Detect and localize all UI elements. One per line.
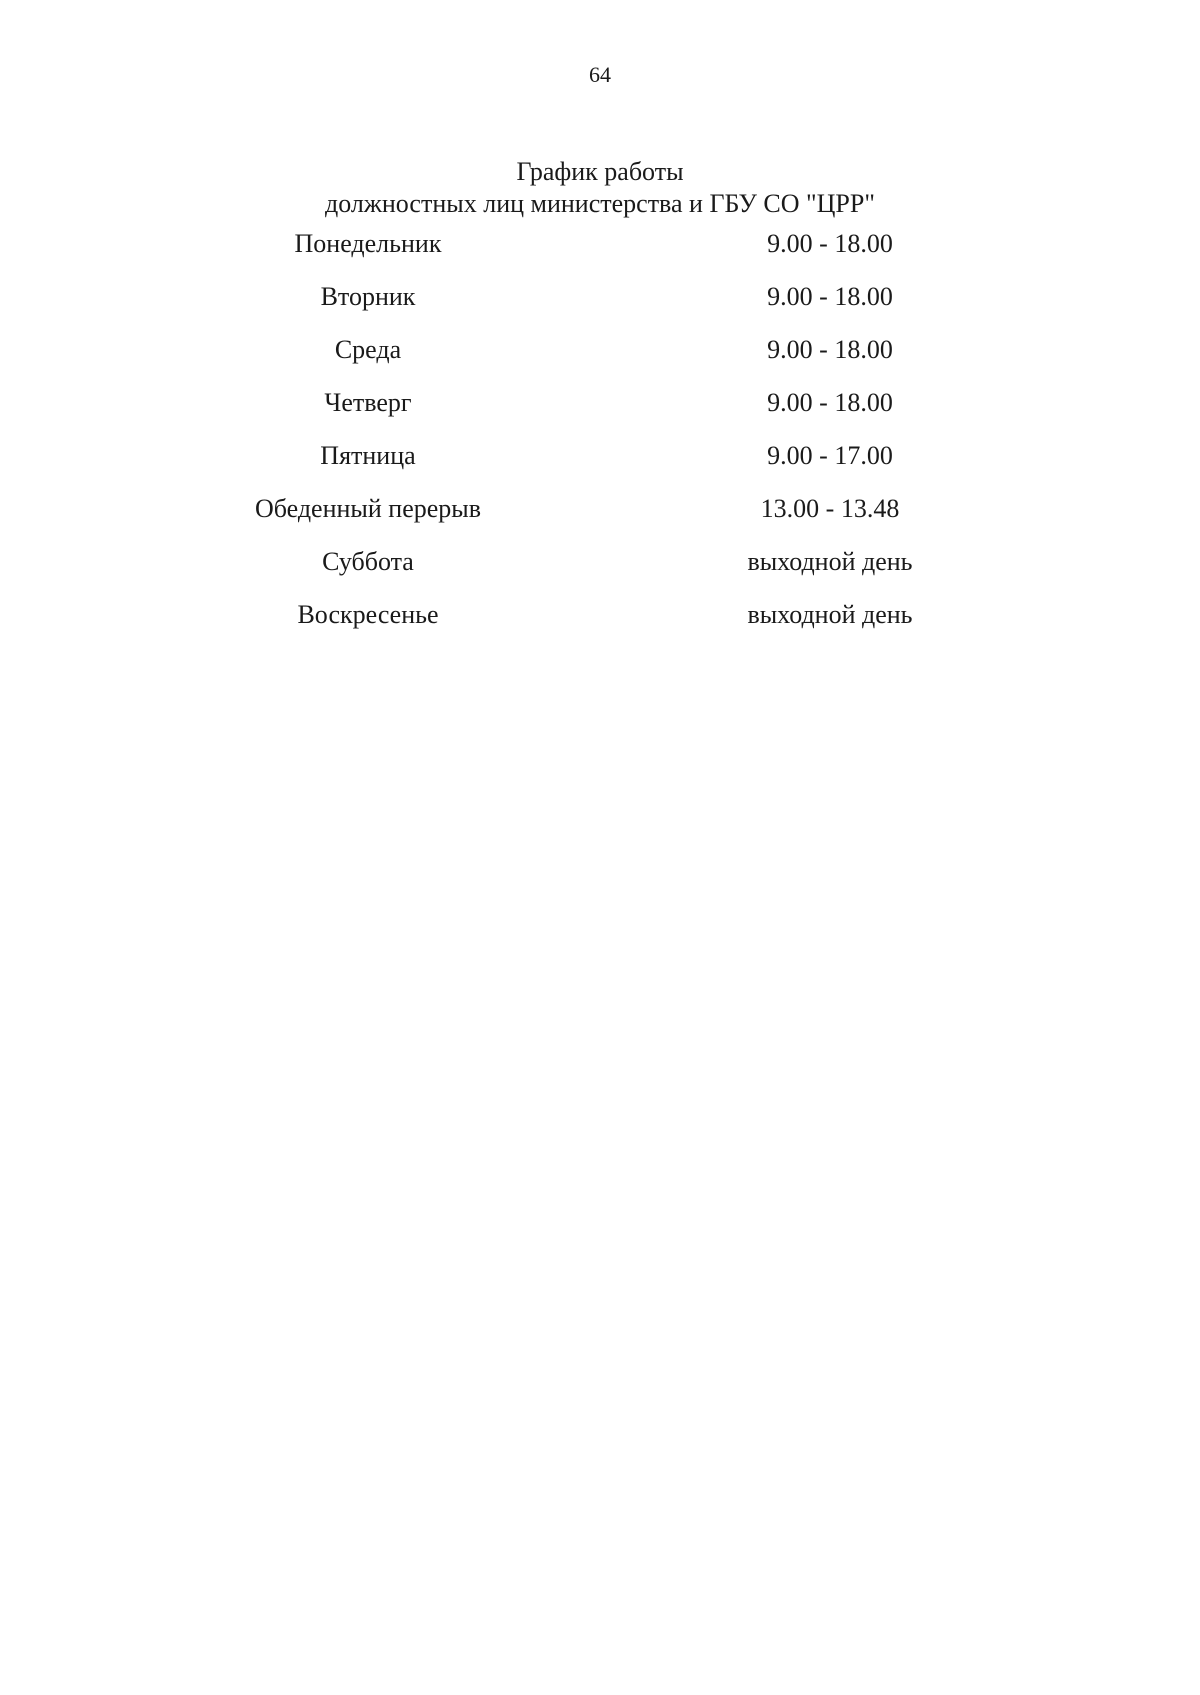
page-number: 64 bbox=[589, 62, 611, 87]
schedule-day: Понедельник bbox=[294, 229, 442, 258]
schedule-day: Воскресенье bbox=[297, 600, 439, 629]
schedule-row bbox=[0, 494, 1200, 547]
schedule-row bbox=[0, 335, 1200, 388]
schedule-day: Вторник bbox=[320, 282, 416, 311]
schedule-day: Суббота bbox=[322, 547, 414, 576]
schedule-day: Среда bbox=[334, 335, 402, 364]
schedule-table bbox=[0, 229, 1200, 653]
schedule-day: Обеденный перерыв bbox=[254, 494, 482, 523]
schedule-hours: выходной день bbox=[747, 547, 913, 576]
schedule-hours: 9.00 - 17.00 bbox=[767, 441, 893, 470]
schedule-day: Четверг bbox=[324, 388, 412, 417]
schedule-hours: 9.00 - 18.00 bbox=[767, 388, 893, 417]
schedule-hours: 9.00 - 18.00 bbox=[767, 335, 893, 364]
schedule-row bbox=[0, 229, 1200, 282]
page-title: График работы bbox=[516, 157, 684, 186]
schedule-hours: 9.00 - 18.00 bbox=[767, 229, 893, 258]
schedule-row bbox=[0, 600, 1200, 653]
schedule-hours: выходной день bbox=[747, 600, 913, 629]
schedule-row bbox=[0, 282, 1200, 335]
schedule-day: Пятница bbox=[320, 441, 416, 470]
schedule-row bbox=[0, 388, 1200, 441]
schedule-row bbox=[0, 441, 1200, 494]
schedule-hours: 9.00 - 18.00 bbox=[767, 282, 893, 311]
schedule-row bbox=[0, 547, 1200, 600]
page-subtitle: должностных лиц министерства и ГБУ СО "ЦРР" bbox=[325, 189, 875, 218]
schedule-hours: 13.00 - 13.48 bbox=[760, 494, 900, 523]
